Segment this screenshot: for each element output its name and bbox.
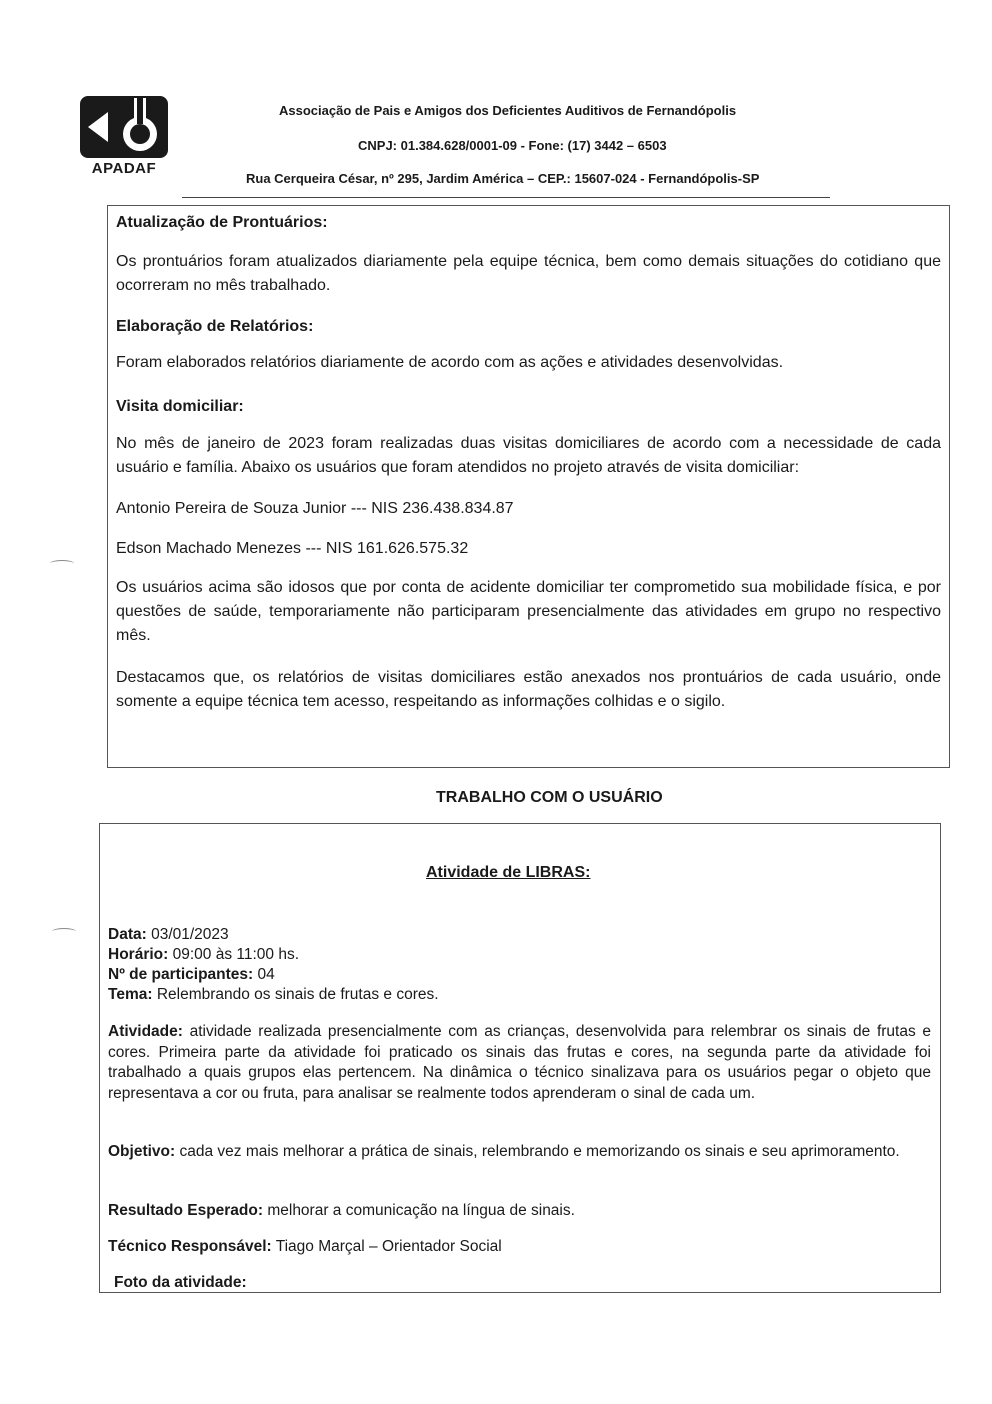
activity-photo-label: Foto da atividade: [114,1274,247,1291]
admin-activities-box [107,205,950,768]
section-title-records: Atualização de Prontuários: [116,214,328,231]
header-divider [182,197,830,198]
participants-field: Nº de participantes: 04 [108,966,275,983]
section-title-home-visit: Visita domiciliar: [116,398,244,415]
activity-description: Atividade: atividade realizada presencialmente com as crianças, desenvolvida para relembrar os sinais de frutas e cores. Primeira parte da atividade foi praticado os sinais das frutas e cores, na segunda parte da atividade foi trabalhado a quais grupos elas pertencem. Na dinâmica o técnico sinalizava para os usuários pegar o objeto que representava a cor ou fruta, para analisar se realmente todos aprenderam o sinal de cada um. [108,1023,931,1102]
ear-logo-icon [78,94,170,164]
logo-name: APADAF [91,160,157,177]
visited-user-2: Edson Machado Menezes --- NIS 161.626.575.32 [116,540,469,557]
scan-mark [52,928,76,935]
address: Rua Cerqueira César, nº 295, Jardim América – CEP.: 15607-024 - Fernandópolis-SP [246,171,760,186]
time-field: Horário: 09:00 às 11:00 hs. [108,946,299,963]
activity-title: Atividade de LIBRAS: [426,864,591,881]
section-title-user-work: TRABALHO COM O USUÁRIO [436,789,663,806]
home-visit-text: No mês de janeiro de 2023 foram realizadas duas visitas domiciliares de acordo com a necessidade de cada usuário e família. Abaixo os usuários que foram atendidos no projeto através de visita domiciliar: [116,435,941,476]
expected-result: Resultado Esperado: melhorar a comunicação na língua de sinais. [108,1202,575,1219]
section-title-reports: Elaboração de Relatórios: [116,318,314,335]
home-visit-explanation: Os usuários acima são idosos que por conta de acidente domiciliar ter comprometido sua mobilidade física, e por questões de saúde, temporariamente não participaram presencialmente das atividades em grupo no respectivo mês. [116,579,941,644]
objective-description: Objetivo: cada vez mais melhorar a prática de sinais, relembrando e memorizando os sinais e seu aprimoramento. [108,1143,900,1160]
records-text: Os prontuários foram atualizados diariamente pela equipe técnica, bem como demais situações do cotidiano que ocorreram no mês trabalhado. [116,253,941,294]
org-name: Associação de Pais e Amigos dos Deficientes Auditivos de Fernandópolis [279,103,737,118]
visited-user-1: Antonio Pereira de Souza Junior --- NIS 236.438.834.87 [116,500,514,517]
scan-mark [50,560,74,567]
home-visit-confidentiality: Destacamos que, os relatórios de visitas domiciliares estão anexados nos prontuários de cada usuário, onde somente a equipe técnica tem acesso, respeitando as informações colhidas e o sigilo. [116,669,941,710]
date-field: Data: 03/01/2023 [108,926,229,943]
apadaf-logo [78,94,170,178]
cnpj-phone: CNPJ: 01.384.628/0001-09 - Fone: (17) 3442 – 6503 [358,138,667,153]
reports-text: Foram elaborados relatórios diariamente de acordo com as ações e atividades desenvolvidas. [116,354,784,371]
theme-field: Tema: Relembrando os sinais de frutas e cores. [108,986,439,1003]
libras-activity-box [99,823,941,1293]
responsible-technician: Técnico Responsável: Tiago Marçal – Orientador Social [108,1238,502,1255]
